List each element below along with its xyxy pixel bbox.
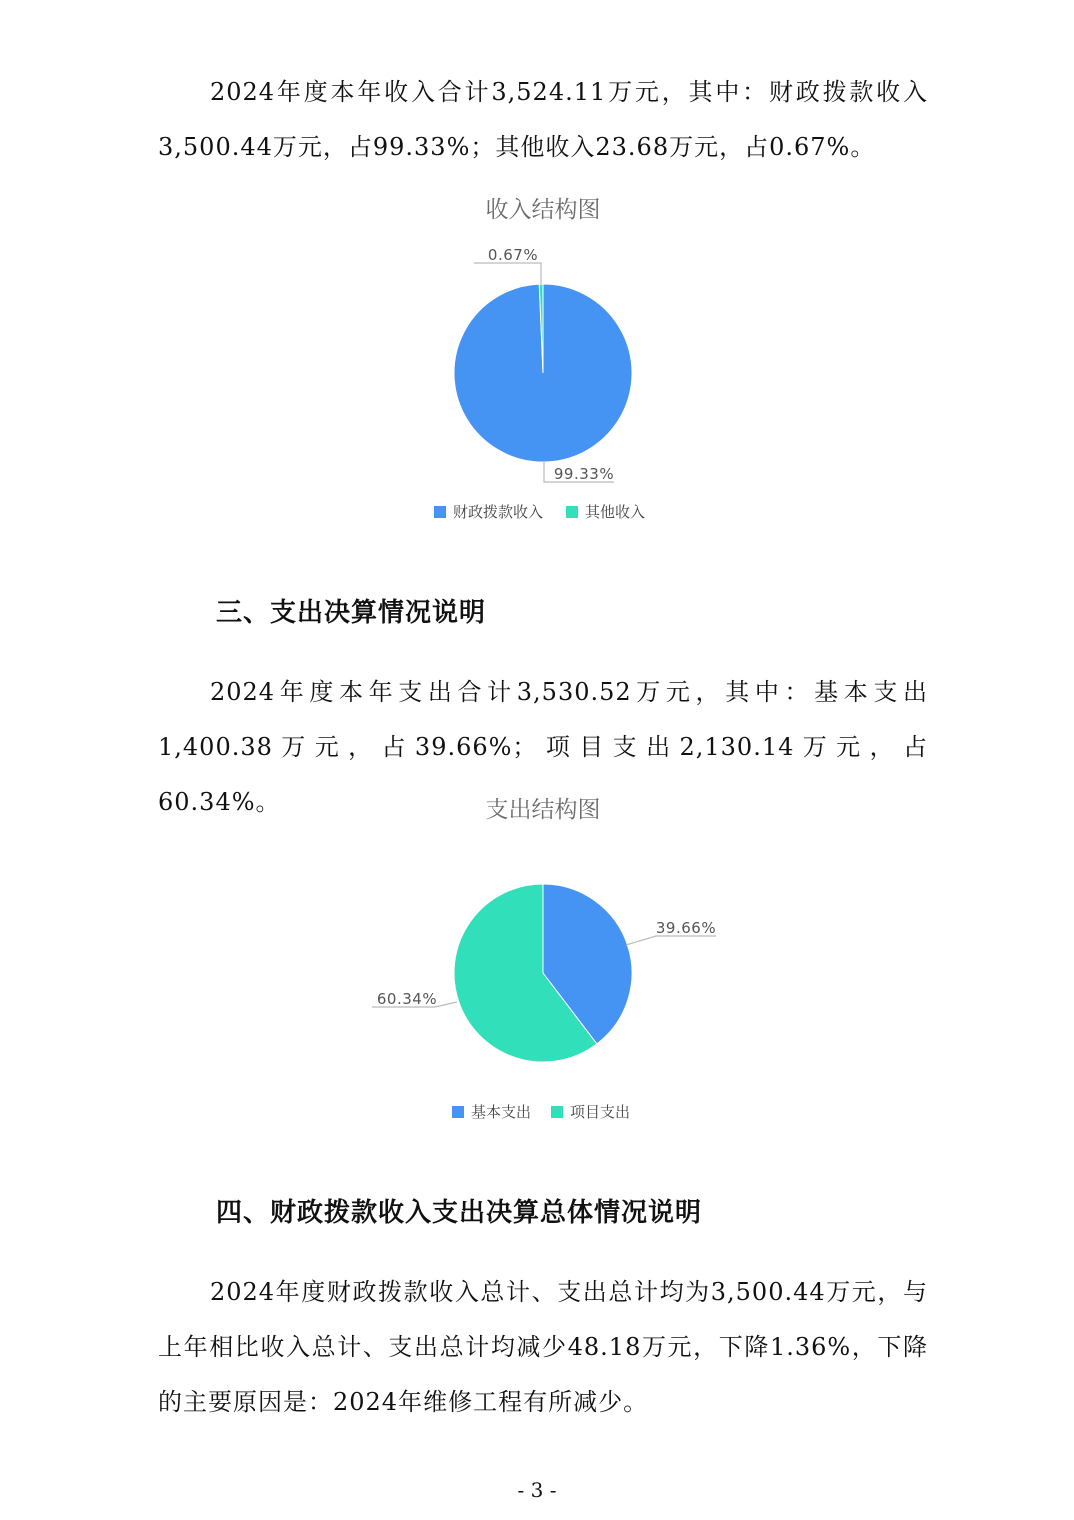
leader-line-basic — [626, 936, 716, 945]
expense-structure-chart — [0, 785, 1074, 1130]
fiscal-summary-paragraph: 2024年度财政拨款收入总计、支出总计均为3,500.44万元，与上年相比收入总计、支出总计均减少48.18万元，下降1.36%，下降的主要原因是：2024年维修工程有所减少。 — [158, 1278, 928, 1416]
data-label-basic: 39.66% — [655, 919, 717, 937]
data-label-project: 60.34% — [376, 990, 438, 1008]
pie-slices — [454, 884, 632, 1062]
legend-swatch-fiscal — [434, 506, 446, 518]
income-summary-paragraph: 2024年度本年收入合计3,524.11万元，其中：财政拨款收入3,500.44万元，占99.33%；其他收入23.68万元，占0.67%。 — [158, 78, 928, 161]
expense-pie-svg — [0, 785, 1074, 1130]
section3-heading: 三、支出决算情况说明 — [216, 598, 487, 628]
legend-swatch-other — [566, 506, 578, 518]
page-number: - 3 - — [517, 1478, 557, 1502]
leader-line-other — [474, 263, 541, 284]
data-label-fiscal: 99.33% — [553, 465, 615, 483]
income-pie-svg — [0, 185, 1074, 530]
legend-label-basic: 基本支出 — [471, 1103, 532, 1121]
legend-swatch-basic — [452, 1106, 464, 1118]
pie-slices — [454, 284, 632, 462]
legend-label-project: 项目支出 — [570, 1103, 631, 1121]
legend-swatch-project — [551, 1106, 563, 1118]
legend-label-fiscal: 财政拨款收入 — [453, 503, 544, 521]
income-structure-chart — [0, 185, 1074, 530]
chart-title: 收入结构图 — [485, 197, 601, 223]
legend-label-other: 其他收入 — [585, 503, 646, 521]
chart-title: 支出结构图 — [485, 797, 601, 823]
data-label-other: 0.67% — [487, 246, 539, 264]
expense-summary-paragraph: 2024年度本年支出合计3,530.52万元，其中：基本支出1,400.38万元，占39.66%；项目支出2,130.14万元，占60.34%。 — [158, 678, 928, 816]
section4-heading: 四、财政拨款收入支出决算总体情况说明 — [216, 1198, 703, 1228]
